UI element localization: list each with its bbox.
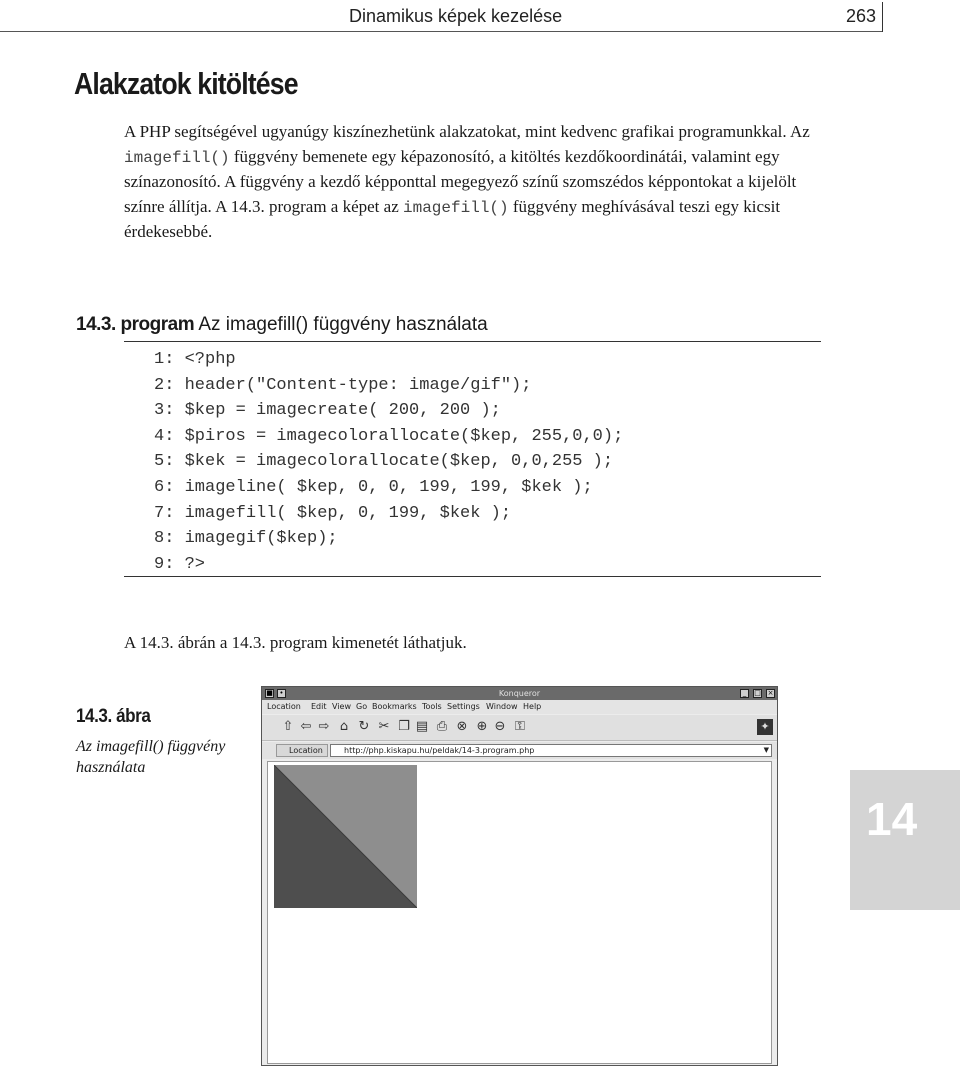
reload-icon[interactable]: ↻ <box>358 719 370 734</box>
inline-code-imagefill-2: imagefill() <box>403 198 509 217</box>
page-content <box>267 761 772 1064</box>
listing-title: Az imagefill() függvény használata <box>198 314 488 335</box>
up-arrow-icon[interactable]: ⇧ <box>282 719 294 734</box>
intro-text-2: függvény bemenete egy képazonosító, a kitöltés kezdőkoordinátái, valamint egy színazonosító. A függvény a kezdő képponttal megegyező színű szomszédos képpontokat a kijelölt színre állítja. A 14.3. program a képet az <box>124 146 797 216</box>
inline-code-imagefill: imagefill() <box>124 148 230 167</box>
menu-view[interactable]: View <box>332 702 351 711</box>
menu-window[interactable]: Window <box>486 702 518 711</box>
home-icon[interactable]: ⌂ <box>339 719 349 734</box>
menu-settings[interactable]: Settings <box>447 702 480 711</box>
zoom-out-icon[interactable]: ⊖ <box>494 719 506 734</box>
code-line: 5: $kek = imagecolorallocate($kep, 0,0,255 ); <box>154 452 614 472</box>
cut-icon[interactable]: ✂ <box>378 719 390 734</box>
chapter-tab <box>850 770 960 910</box>
forward-arrow-icon[interactable]: ⇨ <box>318 719 330 734</box>
chapter-number: 14 <box>866 793 918 845</box>
konqueror-throbber-icon: ✦ <box>757 719 773 735</box>
listing-rule-top <box>124 341 821 342</box>
menu-tools[interactable]: Tools <box>422 702 442 711</box>
figure-caption <box>76 706 236 778</box>
window-menu-icon[interactable]: ■ <box>266 689 273 697</box>
toolbar <box>262 715 777 741</box>
menu-edit[interactable]: Edit <box>311 702 327 711</box>
location-bar <box>262 742 777 759</box>
window-titlebar <box>262 687 777 700</box>
code-listing <box>154 347 623 577</box>
back-arrow-icon[interactable]: ⇦ <box>300 719 312 734</box>
maximize-icon[interactable]: □ <box>754 689 761 697</box>
code-line: 6: imageline( $kep, 0, 0, 199, 199, $kek ); <box>154 477 593 497</box>
location-label: Location <box>276 744 328 757</box>
print-icon[interactable]: ⎙ <box>436 719 448 734</box>
code-line: 7: imagefill( $kep, 0, 199, $kek ); <box>154 503 512 523</box>
menubar <box>262 700 777 714</box>
menu-help[interactable]: Help <box>523 702 542 711</box>
listing-number: 14.3. program <box>76 314 195 335</box>
code-line: 9: ?> <box>154 554 206 574</box>
running-head <box>0 0 960 36</box>
code-line: 8: imagegif($kep); <box>154 529 338 549</box>
window-title: Konqueror <box>498 689 541 698</box>
minimize-icon[interactable]: _ <box>740 689 749 698</box>
stop-icon[interactable]: ⊗ <box>456 719 468 734</box>
menu-location[interactable]: Location <box>267 702 301 711</box>
paste-icon[interactable]: ▤ <box>415 719 429 734</box>
section-heading: Alakzatok kitöltése <box>74 66 298 101</box>
figure-number: 14.3. ábra <box>76 706 151 727</box>
url-input[interactable] <box>330 744 772 757</box>
menu-go[interactable]: Go <box>356 702 368 711</box>
intro-text-1: A PHP segítségével ugyanúgy kiszínezhetünk alakzatokat, mint kedvenc grafikai programunkkal. Az <box>124 122 810 141</box>
after-listing-paragraph: A 14.3. ábrán a 14.3. program kimenetét láthatjuk. <box>124 633 467 652</box>
security-lock-icon[interactable]: ⚿ <box>515 719 525 734</box>
figure-description: Az imagefill() függvény használata <box>76 738 226 776</box>
window-sticky-icon[interactable]: • <box>277 689 286 698</box>
listing-rule-bottom <box>124 576 821 577</box>
running-title: Dinamikus képek kezelése <box>349 6 563 26</box>
zoom-in-icon[interactable]: ⊕ <box>476 719 488 734</box>
intro-text-3: függvény meghívásával teszi egy kicsit érdekesebbé. <box>124 196 781 241</box>
code-line: 2: header("Content-type: image/gif"); <box>154 375 532 395</box>
code-line: 1: <?php <box>154 350 236 369</box>
page-number: 263 <box>846 6 877 26</box>
header-rule <box>0 31 882 32</box>
listing-caption <box>76 314 488 336</box>
dropdown-arrow-icon[interactable]: ▼ <box>763 746 769 754</box>
close-icon[interactable]: × <box>767 689 774 697</box>
url-text: http://php.kiskapu.hu/peldak/14-3.program.php <box>344 746 535 755</box>
intro-paragraph <box>124 120 824 245</box>
filled-triangle-image <box>274 765 417 908</box>
header-vertical-rule <box>882 2 883 32</box>
code-line: 4: $piros = imagecolorallocate($kep, 255,0,0); <box>154 426 624 446</box>
copy-icon[interactable]: ❐ <box>398 719 410 734</box>
menu-bookmarks[interactable]: Bookmarks <box>372 702 417 711</box>
browser-screenshot <box>261 686 778 1066</box>
code-line: 3: $kep = imagecreate( 200, 200 ); <box>154 401 501 421</box>
